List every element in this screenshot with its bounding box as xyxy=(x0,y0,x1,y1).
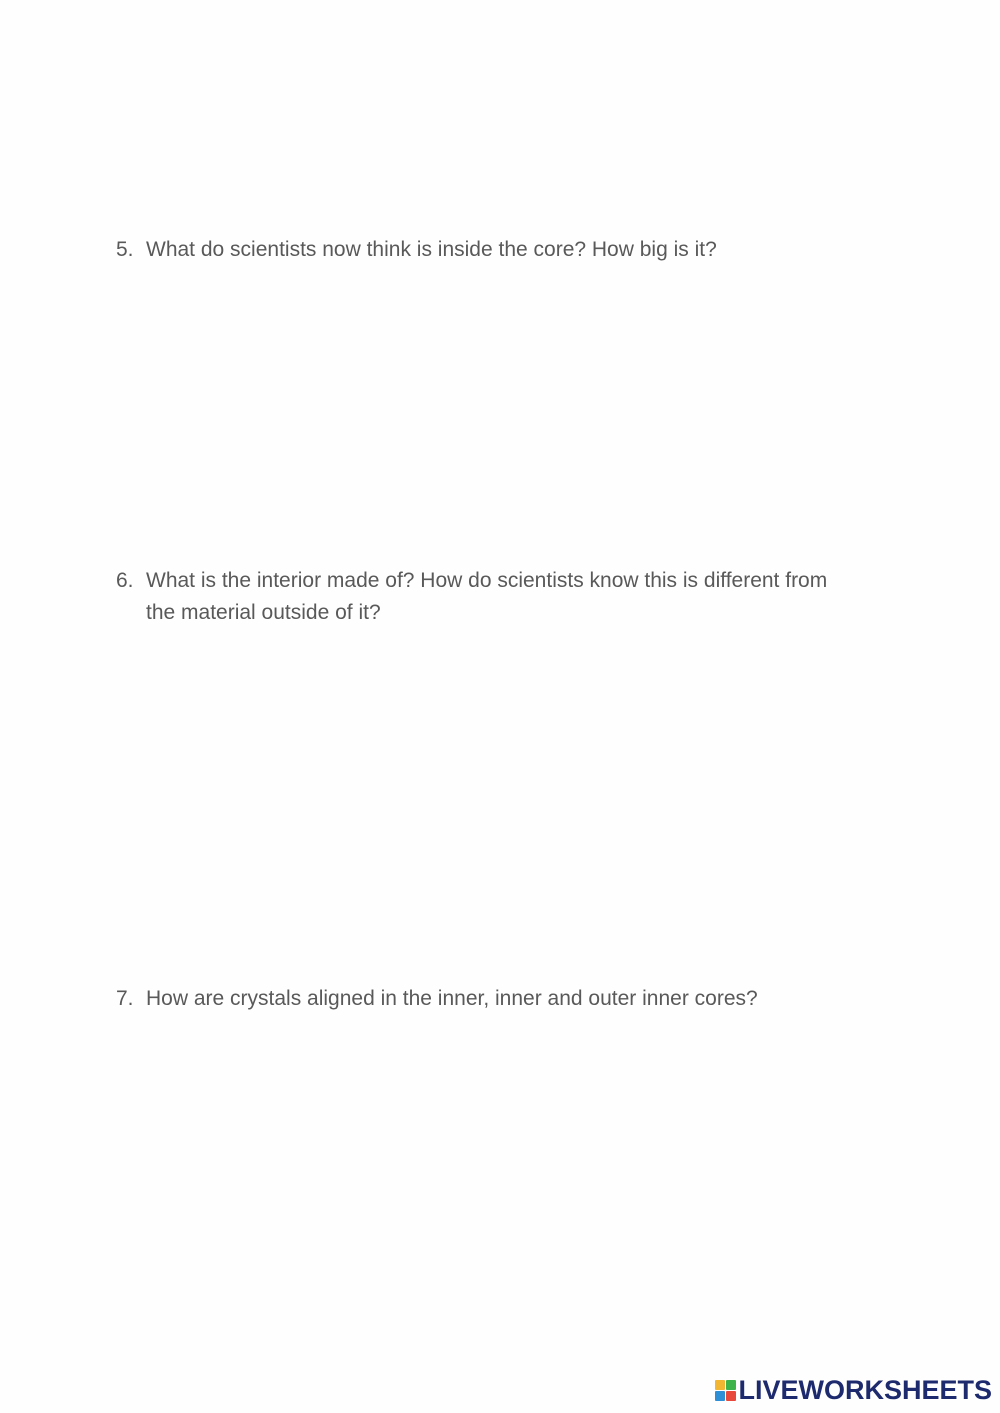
question-text: What do scientists now think is inside the core? How big is it? xyxy=(146,238,717,261)
question-7 xyxy=(116,983,856,1015)
question-text: How are crystals aligned in the inner, inner and outer inner cores? xyxy=(146,987,758,1010)
question-number: 6. xyxy=(116,569,134,592)
liveworksheets-logo xyxy=(715,1375,992,1405)
question-5 xyxy=(116,234,856,266)
question-6 xyxy=(116,565,856,629)
logo-text: LIVEWORKSHEETS xyxy=(738,1375,992,1405)
question-number: 7. xyxy=(116,987,134,1010)
logo-mark-icon xyxy=(715,1380,736,1401)
question-text: What is the interior made of? How do scientists know this is different from the material outside of it? xyxy=(146,569,828,624)
question-number: 5. xyxy=(116,238,134,261)
